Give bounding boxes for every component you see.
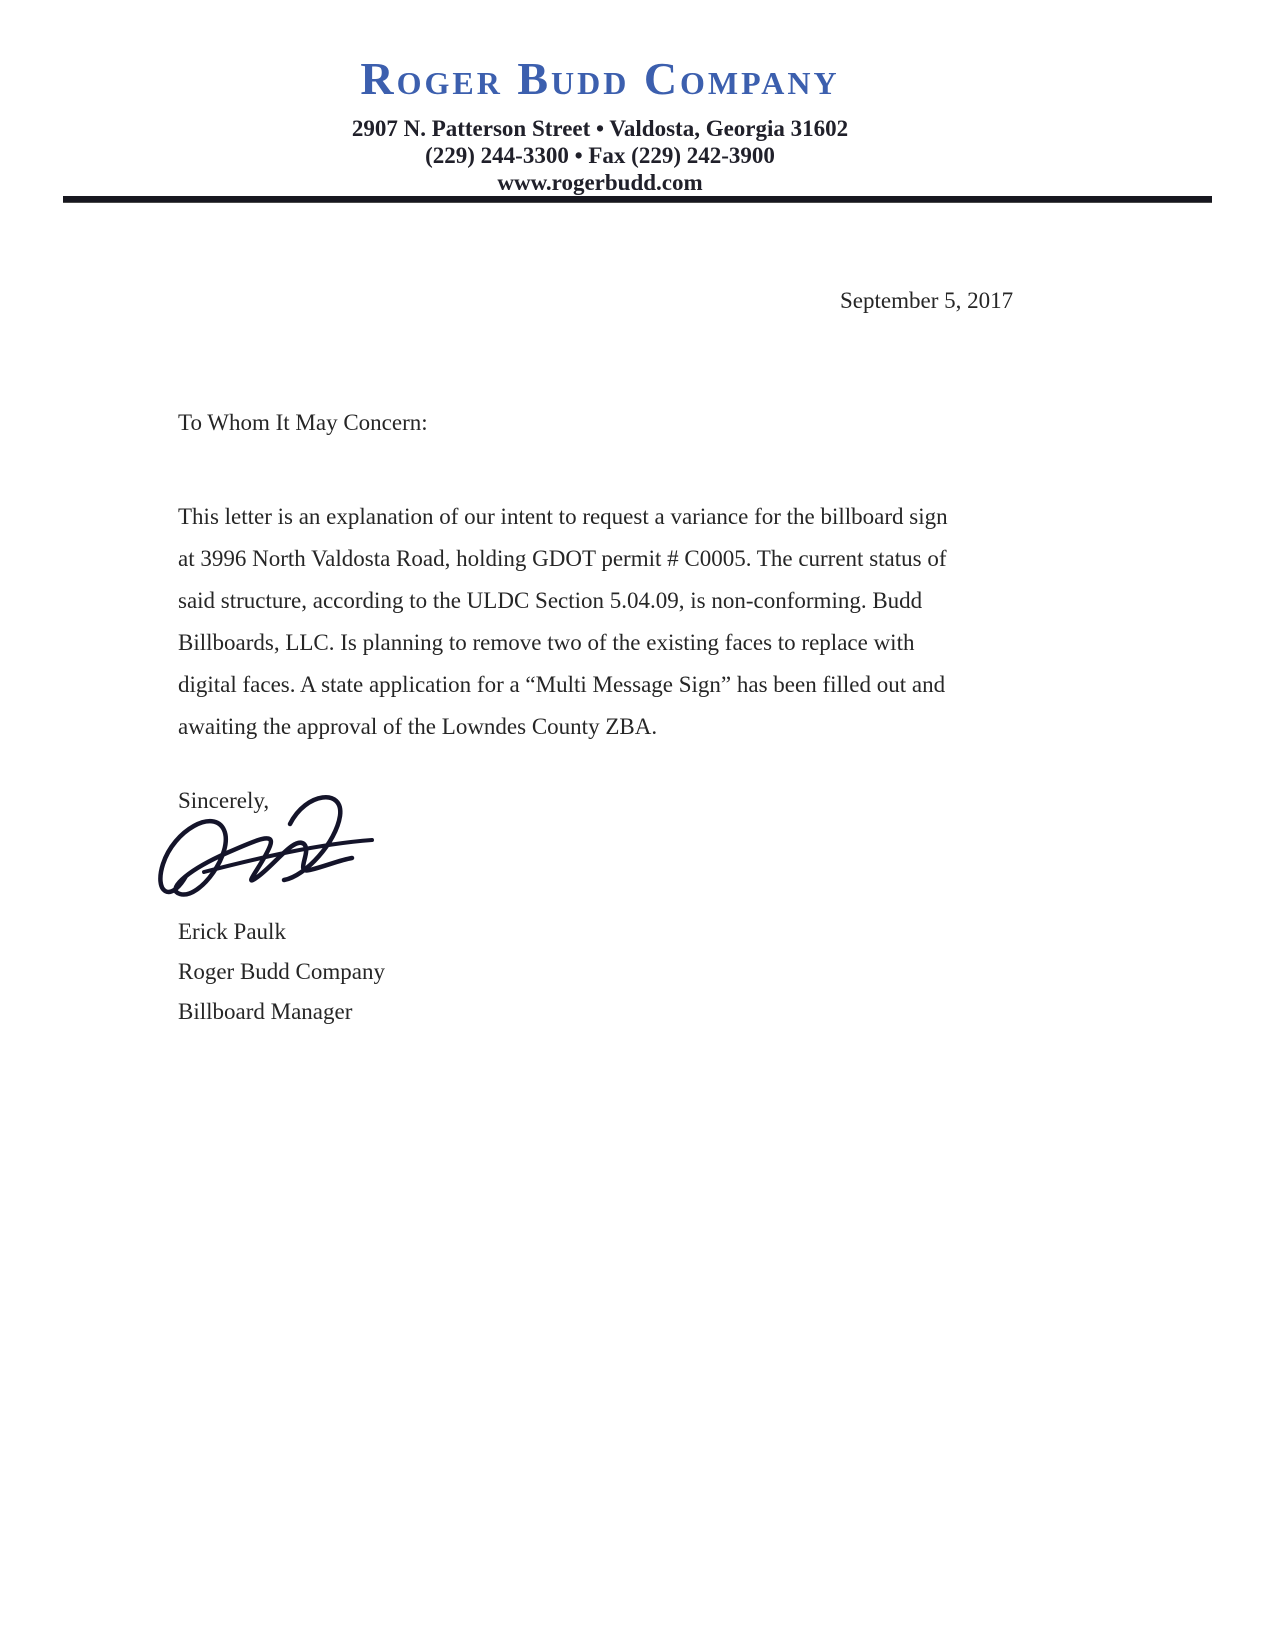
body-line: Billboards, LLC. Is planning to remove two of the existing faces to replace with — [178, 630, 915, 655]
closing: Sincerely, — [178, 788, 270, 813]
letterhead — [0, 52, 1200, 196]
body-line: at 3996 North Valdosta Road, holding GDOT permit # C0005. The current status of — [178, 546, 947, 571]
letterhead-address: 2907 N. Patterson Street • Valdosta, Georgia 31602 — [351, 116, 849, 141]
signature-ink-icon — [148, 780, 388, 930]
signature — [148, 780, 388, 930]
letterhead-divider — [63, 196, 1212, 203]
letterhead-website: www.rogerbudd.com — [497, 170, 703, 195]
letter-body — [178, 496, 1058, 748]
letter-date: September 5, 2017 — [840, 288, 1014, 313]
body-line: said structure, according to the ULDC Section 5.04.09, is non-conforming. Budd — [178, 588, 923, 613]
signer-company: Roger Budd Company — [178, 959, 385, 984]
signature-block — [178, 912, 385, 1032]
signer-name: Erick Paulk — [178, 919, 286, 944]
body-line: awaiting the approval of the Lowndes County ZBA. — [178, 714, 658, 739]
body-line: This letter is an explanation of our intent to request a variance for the billboard sign — [178, 504, 948, 529]
salutation: To Whom It May Concern: — [178, 410, 428, 435]
signer-title: Billboard Manager — [178, 999, 353, 1024]
body-line: digital faces. A state application for a “Multi Message Sign” has been filled out and — [178, 672, 946, 697]
letterhead-phone-fax: (229) 244-3300 • Fax (229) 242-3900 — [425, 143, 775, 168]
company-name: Roger Budd Company — [360, 53, 840, 104]
